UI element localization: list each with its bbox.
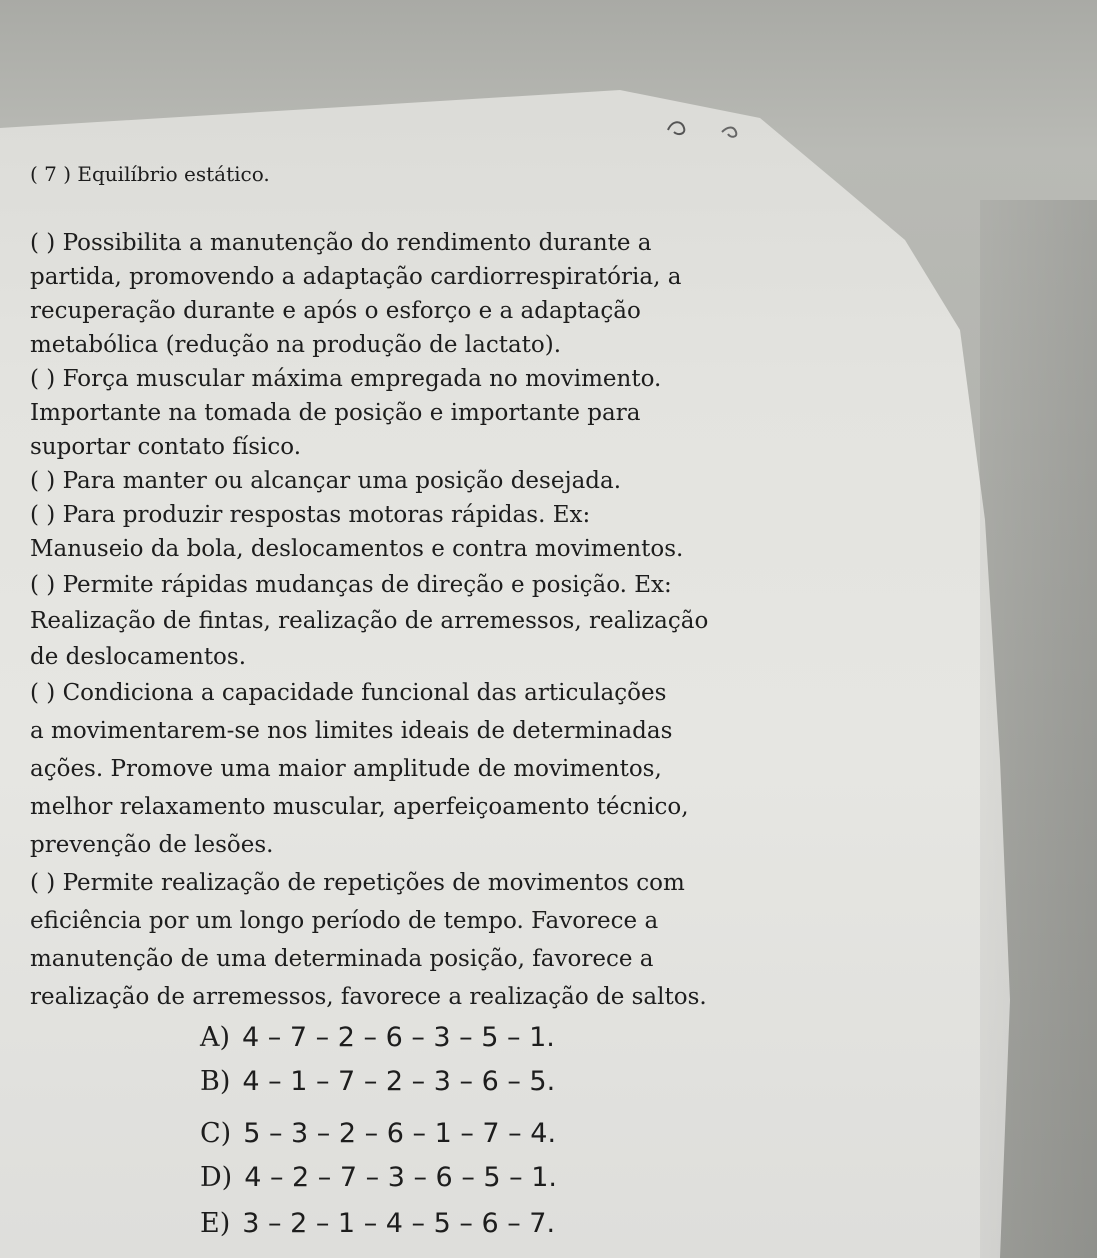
item-line: Realização de fintas, realização de arremessos, realização [30,608,709,634]
option-sequence: 5 – 3 – 2 – 6 – 1 – 7 – 4. [243,1118,557,1149]
item-line: ( ) Permite realização de repetições de movimentos com [30,870,685,896]
answer-option-c [200,1120,556,1147]
item-line: ( ) Para produzir respostas motoras rápidas. Ex: [30,502,591,528]
item-line: ações. Promove uma maior amplitude de movimentos, [30,756,662,782]
item-line: recuperação durante e após o esforço e a adaptação [30,298,641,324]
answer-option-a [200,1024,555,1051]
item-line: manutenção de uma determinada posição, favorece a [30,946,654,972]
paper-shadow [980,200,1097,1258]
item-line: Manuseio da bola, deslocamentos e contra movimentos. [30,536,684,562]
item-line: ( ) Permite rápidas mudanças de direção e posição. Ex: [30,572,672,598]
option-letter: E) [200,1208,231,1239]
option-letter: A) [200,1022,231,1053]
pen-scribble-mark [660,112,750,142]
option-sequence: 4 – 2 – 7 – 3 – 6 – 5 – 1. [244,1162,558,1193]
option-letter: D) [200,1162,233,1193]
option-sequence: 3 – 2 – 1 – 4 – 5 – 6 – 7. [242,1208,556,1239]
item-line: melhor relaxamento muscular, aperfeiçoamento técnico, [30,794,689,820]
item-line: metabólica (redução na produção de lactato). [30,332,562,358]
item-line: de deslocamentos. [30,644,247,670]
item-line: ( ) Para manter ou alcançar uma posição desejada. [30,468,622,494]
answer-option-e [200,1210,555,1237]
heading-item-7: ( 7 ) Equilíbrio estático. [30,162,270,186]
item-line: a movimentarem-se nos limites ideais de determinadas [30,718,673,744]
answer-option-b [200,1068,555,1095]
option-sequence: 4 – 7 – 2 – 6 – 3 – 5 – 1. [242,1022,555,1053]
item-line: Importante na tomada de posição e importante para [30,400,641,426]
item-line: eficiência por um longo período de tempo. Favorece a [30,908,659,934]
option-sequence: 4 – 1 – 7 – 2 – 3 – 6 – 5. [242,1066,556,1097]
option-letter: C) [200,1118,232,1149]
item-line: prevenção de lesões. [30,832,274,858]
option-letter: B) [200,1066,231,1097]
item-line: realização de arremessos, favorece a realização de saltos. [30,984,707,1010]
item-line: ( ) Possibilita a manutenção do rendimento durante a [30,230,652,256]
item-line: ( ) Condiciona a capacidade funcional das articulações [30,680,667,706]
item-line: ( ) Força muscular máxima empregada no movimento. [30,366,662,392]
answer-option-d [200,1164,557,1191]
item-line: partida, promovendo a adaptação cardiorrespiratória, a [30,264,682,290]
item-line: suportar contato físico. [30,434,302,460]
